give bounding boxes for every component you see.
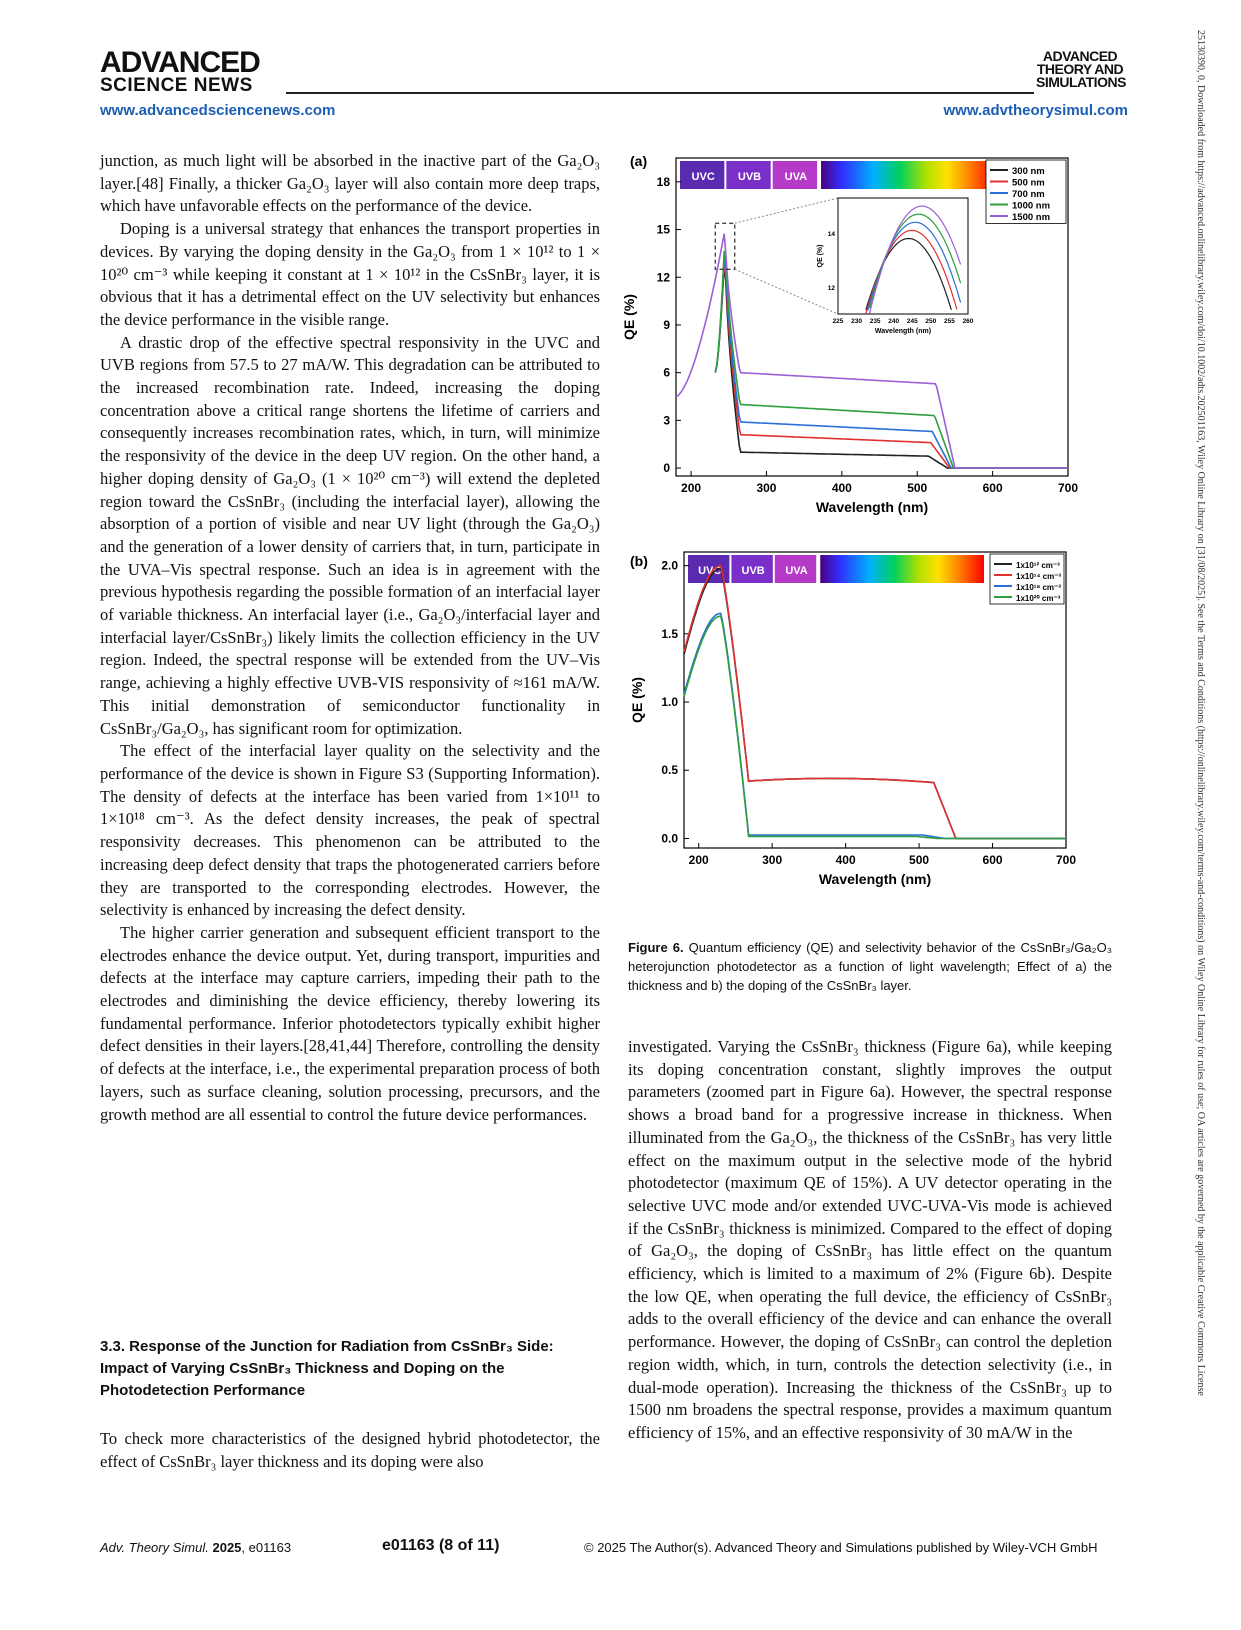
header-rule xyxy=(286,92,1034,94)
inset-x-tick-label: 230 xyxy=(851,318,863,325)
publisher-logo: ADVANCED xyxy=(100,46,260,79)
inset-x-tick-label: 260 xyxy=(962,318,974,325)
y-tick-label: 0 xyxy=(663,461,670,476)
y-tick-label: 15 xyxy=(656,222,670,237)
footer-citation xyxy=(100,1540,291,1555)
x-tick-label: 200 xyxy=(681,481,702,495)
x-tick-label: 300 xyxy=(762,853,783,867)
y-tick-label: 12 xyxy=(656,270,670,285)
series-line-2 xyxy=(684,566,1066,839)
band-label: UVA xyxy=(784,171,808,183)
paragraph: investigated. Varying the CsSnBr₃ thickness (Figure 6a), while keeping its doping concentration constant, slightly improves the output parameters (zoomed part in Figure 6a). However, the spectral response shows a broad band for a progressive increase in thickness. When illuminated from the Ga₂O₃, the thickness of the CsSnBr₃ has very little effect on the maximum output in the selective mode of the hybrid photodetector (maximum QE of 15%). A UV detector operating in the selective UVC mode and/or extended UVC-UVA-Vis mode is achieved if the CsSnBr₃ thickness is minimized. Compared to the effect of doping of Ga₂O₃, the doping of CsSnBr₃ has little effect on the quantum efficiency, which is limited to a maximum of 2% (Figure 6b). Despite the low QE, when operating the full device, the efficiency of CsSnBr₃ adds to the overall efficiency of the device and can enhance the overall performance. However, the doping of CsSnBr₃ can control the depletion region width, which, in turn, controls the detection selectivity (i.e., in dual-mode operation). Increasing the thickness of the CsSnBr₃ up to 1500 nm broadens the spectral response, provides a maximum quantum efficiency of 15%, and an effective responsivity of 30 mA/W in the xyxy=(628,1037,1112,1442)
legend-label: 700 nm xyxy=(1012,189,1045,200)
band-label: UVC xyxy=(691,171,715,183)
zoom-connector xyxy=(735,198,838,223)
journal-url-link[interactable]: www.advtheorysimul.com xyxy=(943,102,1128,119)
journal-logo-line2: THEORY AND xyxy=(1036,61,1124,77)
paragraph: To check more characteristics of the designed hybrid photodetector, the effect of CsSnBr₃ layer thickness and its doping were also xyxy=(100,1429,600,1471)
inset-x-tick-label: 245 xyxy=(906,318,918,325)
figure-6a-chart xyxy=(621,152,1106,532)
paragraph: A drastic drop of the effective spectral responsivity in the UVC and UVB regions from 57.5 to 27 mA/W. This degradation can be attributed to the increased recombination rate. Indeed, increasing the doping concentration above a critical range shortens the lifetime of carriers and consequently increases recombination rates, which, in turn, will minimize the responsivity of the device in the deep UV region. On the other hand, a higher doping density of Ga₂O₃ (1 × 10²⁰ cm⁻³) will extend the depleted region toward the CsSnBr₃ (including the interfacial layer), allowing the absorption of a portion of visible and near UV light (through the Ga₂O₃) and the generation of a lower density of carriers that, in turn, participate in the UVA–Vis spectral response. Such an idea is in agreement with the previous hypothesis regarding the possible formation of an interfacial layer of variable thickness. An interfacial layer (i.e., Ga₂O₃/interfacial layer and interfacial layer/CsSnBr₃) likely limits the collection efficiency in the UV region. Indeed, the spectral response will be extended from the UV–Vis range, achieving a highly effective UVB-VIS responsivity of ≈161 mA/W. This initial demonstration of semiconductor functionality in CsSnBr₃/Ga₂O₃, has significant room for optimization. xyxy=(100,332,600,738)
x-tick-label: 200 xyxy=(688,853,709,867)
figure-caption xyxy=(628,938,1112,995)
legend-label: 1500 nm xyxy=(1012,212,1051,223)
x-tick-label: 400 xyxy=(831,481,852,495)
y-tick-label: 18 xyxy=(656,174,670,189)
legend-label: 300 nm xyxy=(1012,166,1045,177)
panel-label: (a) xyxy=(630,153,648,169)
inset-x-tick-label: 250 xyxy=(925,318,937,325)
y-tick-label: 1.0 xyxy=(661,695,678,710)
x-tick-label: 700 xyxy=(1055,853,1077,867)
journal-logo-line3: SIMULATIONS xyxy=(1036,74,1126,90)
visible-spectrum-band xyxy=(821,161,996,189)
inset-x-tick-label: 255 xyxy=(943,318,955,325)
y-tick-label: 0.5 xyxy=(661,763,678,778)
legend-label: 500 nm xyxy=(1012,177,1045,189)
left-column xyxy=(100,150,600,1126)
x-tick-label: 700 xyxy=(1057,481,1079,495)
y-tick-label: 0.0 xyxy=(661,831,678,846)
inset-y-axis-label: QE (%) xyxy=(817,244,824,268)
band-label: UVA xyxy=(785,565,808,577)
right-column xyxy=(628,1036,1112,1445)
inset-x-tick-label: 235 xyxy=(869,318,881,325)
footer-copyright: © 2025 The Author(s). Advanced Theory and Simulations published by Wiley-VCH GmbH xyxy=(584,1540,1098,1555)
y-axis-label: QE (%) xyxy=(629,677,645,723)
zoom-connector xyxy=(735,269,838,314)
x-tick-label: 500 xyxy=(907,481,928,495)
x-tick-label: 300 xyxy=(756,481,777,495)
band-label: UVB xyxy=(741,565,765,577)
legend-label: 1000 nm xyxy=(1012,200,1051,212)
paragraph: The effect of the interfacial layer quality on the selectivity and the performance of the device is shown in Figure S3 (Supporting Information). The density of defects at the interface has been varied from 1×10¹¹ to 1×10¹⁸ cm⁻³. As the defect density increases, the peak of spectral responsivity decreases. This phenomenon can be attributed to the increasing deep defect density that traps the photogenerated carriers before they are transported to the corresponding electrodes. However, the selectivity is enhanced by increasing the defect density. xyxy=(100,741,600,920)
band-label: UVC xyxy=(698,565,722,577)
caption-label: Figure 6. xyxy=(628,940,684,955)
publisher-logo-subtitle: SCIENCE NEWS xyxy=(100,75,253,96)
caption-text: Quantum efficiency (QE) and selectivity behavior of the CsSnBr₃/Ga₂O₃ heterojunction photodetector as a function of light wavelength; Effect of a) the thickness and b) the doping of the CsSnBr₃ layer. xyxy=(628,940,1112,993)
paragraph: Doping is a universal strategy that enhances the transport properties in devices. By varying the doping density in the Ga₂O₃ from 1 × 10¹² to 1 × 10²⁰ cm⁻³ while keeping it constant at 1 × 10¹² in the CsSnBr₃ layer, it is obvious that it has a detrimental effect on the UV selectivity but enhances the device performance in the visible range. xyxy=(100,219,600,329)
journal-logo-line1: ADVANCED xyxy=(1042,48,1118,64)
series-line-3 xyxy=(684,613,1066,838)
inset-x-tick-label: 225 xyxy=(832,318,844,325)
section-heading: 3.3. Response of the Junction for Radiation from CsSnBr₃ Side: Impact of Varying CsSnBr₃ Thickness and Doping on the Photodetection Performance xyxy=(100,1338,554,1399)
inset-x-tick-label: 240 xyxy=(888,318,900,325)
x-tick-label: 500 xyxy=(909,853,930,867)
x-tick-label: 600 xyxy=(982,853,1003,867)
y-tick-label: 1.5 xyxy=(661,626,678,641)
left-column-bottom xyxy=(100,1428,600,1473)
paragraph: junction, as much light will be absorbed in the inactive part of the Ga₂O₃ layer.[48] Finally, a thicker Ga₂O₃ layer will also contain more deep traps, which have unfavorable effects on the performance of the device. xyxy=(100,151,600,216)
y-axis-label: QE (%) xyxy=(621,294,637,340)
x-axis-label: Wavelength (nm) xyxy=(815,499,929,515)
y-tick-label: 9 xyxy=(663,317,670,332)
legend-label: 1x10¹² cm⁻³ xyxy=(1016,561,1060,570)
legend-label: 1x10²⁰ cm⁻³ xyxy=(1016,594,1061,603)
y-tick-label: 2.0 xyxy=(661,558,678,573)
y-tick-label: 3 xyxy=(663,413,670,428)
journal-logo xyxy=(1036,50,1124,89)
download-notice-sidebar: 25130390, 0, Downloaded from https://advanced.onlinelibrary.wiley.com/doi/10.1002/adts.202501163, Wiley Online Library on [31/08/2025]. See the Terms and Conditions (https://onlinelibrary.wiley.com/terms-and-conditions) on Wiley Online Library for rules of use; OA articles are governed by the applicable Creative Commons License xyxy=(1195,30,1206,1396)
series-line-1 xyxy=(684,568,1066,838)
legend-label: 1x10¹⁸ cm⁻³ xyxy=(1016,583,1061,592)
publisher-url-link[interactable]: www.advancedsciencenews.com xyxy=(100,102,336,119)
legend-label: 1x10¹⁴ cm⁻³ xyxy=(1016,572,1062,581)
inset-frame xyxy=(838,198,968,314)
figure-6b-chart xyxy=(628,552,1106,922)
y-tick-label: 6 xyxy=(663,365,670,380)
footer-year: 2025 xyxy=(212,1540,242,1555)
panel-label: (b) xyxy=(630,553,648,569)
paragraph: The higher carrier generation and subsequent efficient transport to the electrodes enhance the device output. Yet, during transport, impurities and defects at the interface may capture carriers, impeding their path to the electrodes and diminishing the device efficiency, thereby lowering its fundamental performance. Inferior photodetectors typically exhibit higher defect densities in their layers.[28,41,44] Therefore, controlling the density of defects at the interface, i.e., the experimental preparation process of both layers, such as surface cleaning, solution processing, precursors, and the growth method are all essential to control the future device performances. xyxy=(100,922,600,1124)
series-line-4 xyxy=(684,616,1066,838)
footer-page-number: e01163 (8 of 11) xyxy=(382,1537,500,1554)
x-tick-label: 400 xyxy=(835,853,856,867)
band-label: UVB xyxy=(737,171,762,183)
x-axis-label: Wavelength (nm) xyxy=(818,871,932,887)
x-tick-label: 600 xyxy=(982,481,1003,495)
footer-journal: Adv. Theory Simul. xyxy=(100,1540,209,1555)
inset-y-tick-label: 12 xyxy=(827,285,835,293)
visible-spectrum-band xyxy=(820,555,984,583)
footer-article: , e01163 xyxy=(241,1540,292,1555)
inset-x-axis-label: Wavelength (nm) xyxy=(874,328,932,335)
inset-y-tick-label: 14 xyxy=(827,231,835,239)
